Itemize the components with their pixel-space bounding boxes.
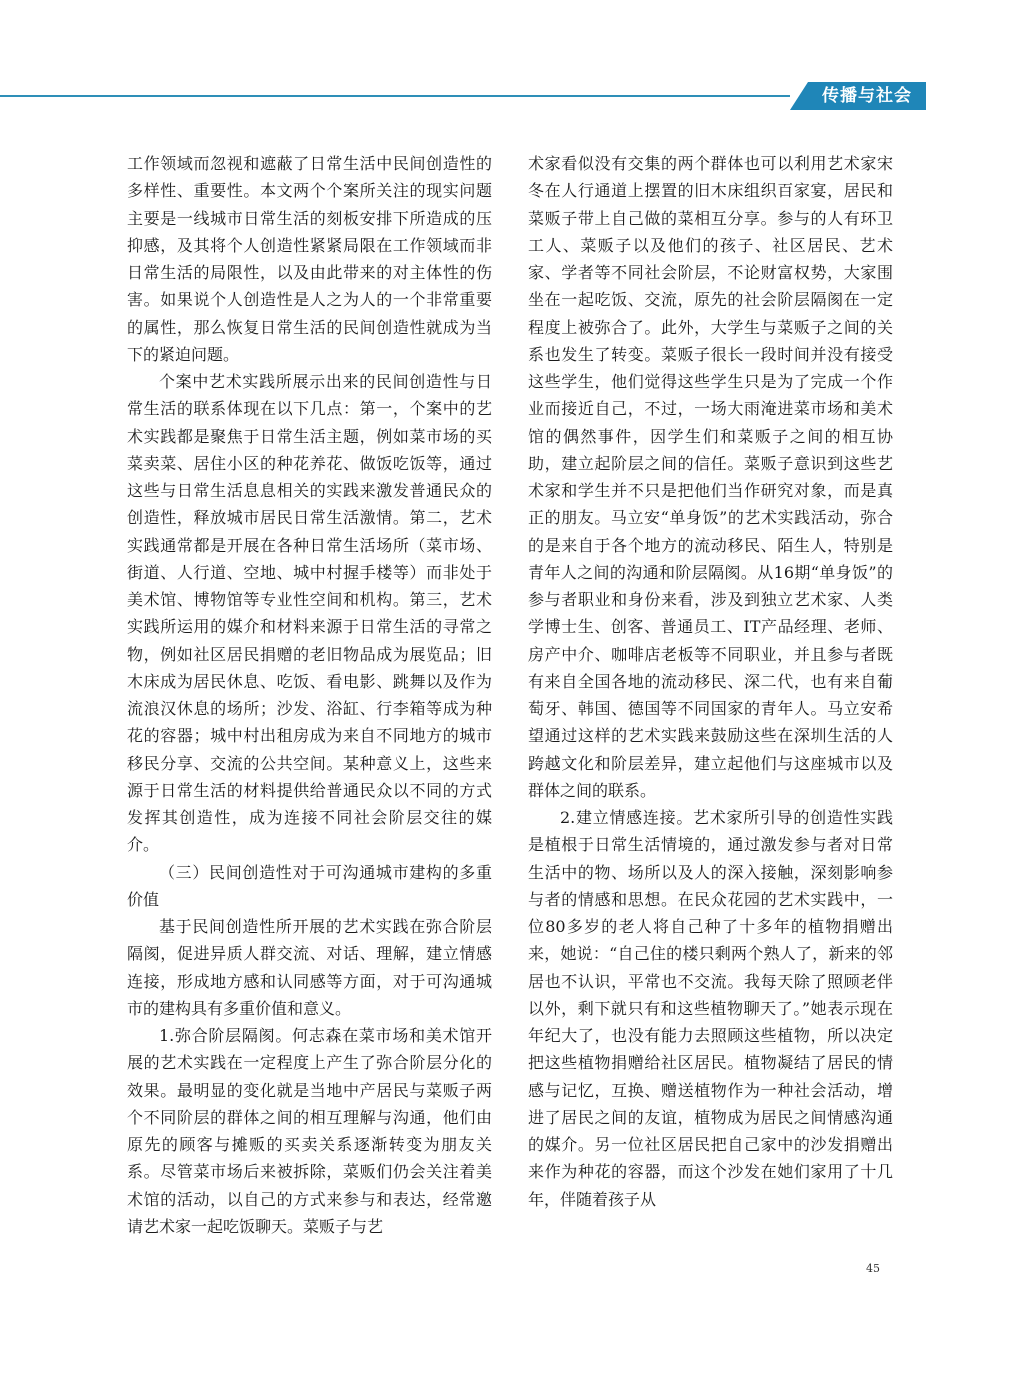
page-number: 45	[866, 1262, 880, 1275]
paragraph: 个案中艺术实践所展示出来的民间创造性与日常生活的联系体现在以下几点：第一，个案中的艺术实践都是聚焦于日常生活主题，例如菜市场的买菜卖菜、居住小区的种花养花、做饭吃饭等，通过这些与日常生活息息相关的实践来激发普通民众的创造性，释放城市居民日常生活激情。第二，艺术实践通常都是开展在各种日常生活场所（菜市场、街道、人行道、空地、城中村握手楼等）而非处于美术馆、博物馆等专业性空间和机构。第三，艺术实践所运用的媒介和材料来源于日常生活的寻常之物，例如社区居民捐赠的老旧物品成为展览品；旧木床成为居民休息、吃饭、看电影、跳舞以及作为流浪汉休息的场所；沙发、浴缸、行李箱等成为种花的容器；城中村出租房成为来自不同地方的城市移民分享、交流的公共空间。某种意义上，这些来源于日常生活的材料提供给普通民众以不同的方式发挥其创造性，成为连接不同社会阶层交往的媒介。	[127, 372, 492, 855]
paragraph: 1.弥合阶层隔阂。何志森在菜市场和美术馆开展的艺术实践在一定程度上产生了弥合阶层分化的效果。最明显的变化就是当地中产居民与菜贩子两个不同阶层的群体之间的相互理解与沟通，他们由原先的顾客与摊贩的买卖关系逐渐转变为朋友关系。尽管菜市场后来被拆除，菜贩们仍会关注着美术馆的活动，以自己的方式来参与和表达，经常邀请艺术家一起吃饭聊天。菜贩子与艺	[127, 1026, 492, 1236]
section-title: 传播与社会	[822, 86, 912, 106]
right-column	[528, 150, 893, 1213]
header-rule	[0, 95, 790, 97]
paragraph: 术家看似没有交集的两个群体也可以利用艺术家宋冬在人行通道上摆置的旧木床组织百家宴，居民和菜贩子带上自己做的菜相互分享。参与的人有环卫工人、菜贩子以及他们的孩子、社区居民、艺术家、学者等不同社会阶层，不论财富权势，大家围坐在一起吃饭、交流，原先的社会阶层隔阂在一定程度上被弥合了。此外，大学生与菜贩子之间的关系也发生了转变。菜贩子很长一段时间并没有接受这些学生，他们觉得这些学生只是为了完成一个作业而接近自己，不过，一场大雨淹进菜市场和美术馆的偶然事件，因学生们和菜贩子之间的相互协助，建立起阶层之间的信任。菜贩子意识到这些艺术家和学生并不只是把他们当作研究对象，而是真正的朋友。马立安“单身饭”的艺术实践活动，弥合的是来自于各个地方的流动移民、陌生人，特别是青年人之间的沟通和阶层隔阂。从16期“单身饭”的参与者职业和身份来看，涉及到独立艺术家、人类学博士生、创客、普通员工、IT产品经理、老师、房产中介、咖啡店老板等不同职业，并且参与者既有来自全国各地的流动移民、深二代，也有来自葡萄牙、韩国、德国等不同国家的青年人。马立安希望通过这样的艺术实践来鼓励这些在深圳生活的人跨越文化和阶层差异，建立起他们与这座城市以及群体之间的联系。	[528, 154, 893, 800]
left-column	[127, 150, 492, 1240]
paragraph: 基于民间创造性所开展的艺术实践在弥合阶层隔阂，促进异质人群交流、对话、理解，建立情感连接，形成地方感和认同感等方面，对于可沟通城市的建构具有多重价值和意义。	[127, 917, 492, 1018]
paragraph: 工作领域而忽视和遮蔽了日常生活中民间创造性的多样性、重要性。本文两个个案所关注的现实问题主要是一线城市日常生活的刻板安排下所造成的压抑感，及其将个人创造性紧紧局限在工作领域而非日常生活的局限性，以及由此带来的对主体性的伤害。如果说个人创造性是人之为人的一个非常重要的属性，那么恢复日常生活的民间创造性就成为当下的紧迫问题。	[127, 154, 492, 364]
section-heading: （三）民间创造性对于可沟通城市建构的多重价值	[127, 862, 492, 909]
paragraph: 2.建立情感连接。艺术家所引导的创造性实践是植根于日常生活情境的，通过激发参与者对日常生活中的物、场所以及人的深入接触，深刻影响参与者的情感和思想。在民众花园的艺术实践中，一位80多岁的老人将自己种了十多年的植物捐赠出来，她说：“自己住的楼只剩两个熟人了，新来的邻居也不认识，平常也不交流。我每天除了照顾老伴以外，剩下就只有和这些植物聊天了。”她表示现在年纪大了，也没有能力去照顾这些植物，所以决定把这些植物捐赠给社区居民。植物凝结了居民的情感与记忆，互换、赠送植物作为一种社会活动，增进了居民之间的友谊，植物成为居民之间情感沟通的媒介。另一位社区居民把自己家中的沙发捐赠出来作为种花的容器，而这个沙发在她们家用了十几年，伴随着孩子从	[528, 808, 893, 1209]
